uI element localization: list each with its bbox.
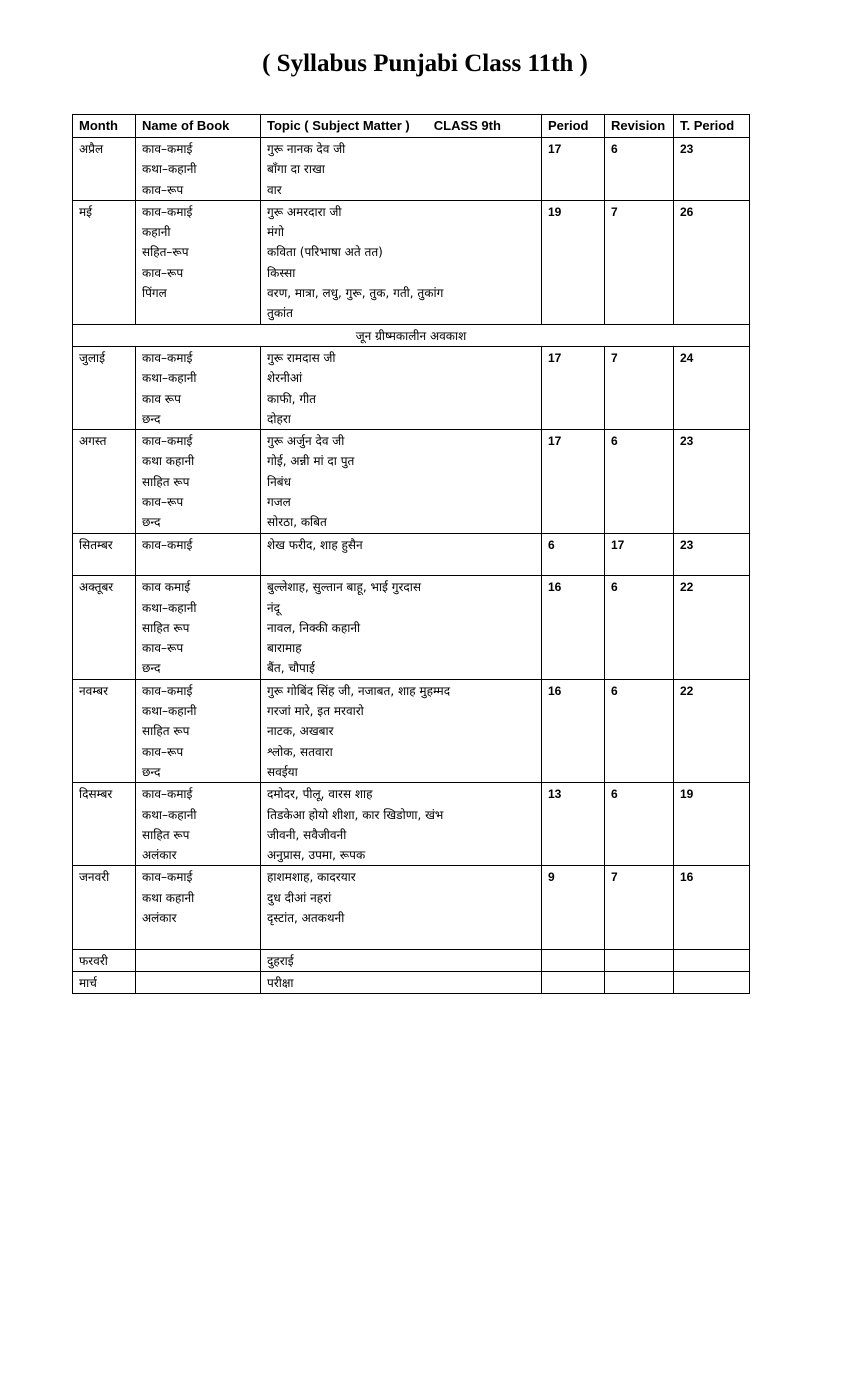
topic-item — [267, 555, 535, 575]
month-cell: सितम्बर — [73, 533, 136, 576]
topic-item: तुकांत — [267, 306, 294, 321]
period-cell — [542, 971, 605, 993]
topic-item: किस्सा — [267, 265, 296, 280]
revision-cell: 6 — [605, 138, 674, 201]
book-name: छन्द — [142, 411, 161, 426]
topic-item: सवईया — [267, 764, 298, 779]
revision-cell: 6 — [605, 783, 674, 866]
month-cell: फरवरी — [73, 949, 136, 971]
topic-item: गरजां मारे, इत मरवारो — [267, 704, 364, 719]
book-name: काव रूप — [142, 391, 181, 406]
header-class-label: CLASS 9th — [433, 118, 501, 133]
topic-item: दमोदर, पीलू, वारस शाह — [267, 787, 373, 802]
total-period-cell: 26 — [674, 200, 750, 324]
book-cell — [136, 200, 261, 324]
topic-cell — [261, 949, 542, 971]
month-cell: मई — [73, 200, 136, 324]
topic-cell — [261, 679, 542, 783]
book-name: अलंकार — [142, 848, 177, 863]
book-cell — [136, 971, 261, 993]
topic-item: निबंध — [267, 474, 292, 489]
total-period-cell: 22 — [674, 679, 750, 783]
month-cell: जुलाई — [73, 346, 136, 429]
revision-cell: 6 — [605, 576, 674, 680]
period-cell: 17 — [542, 346, 605, 429]
topic-item: गुरू अमरदारा जी — [267, 204, 342, 219]
book-name: काव–कमाई — [142, 204, 193, 219]
book-cell — [136, 866, 261, 949]
month-cell: अक्तूबर — [73, 576, 136, 680]
total-period-cell — [674, 949, 750, 971]
topic-item: दुहराई — [267, 953, 294, 968]
topic-item: मंगो — [267, 225, 285, 240]
header-book: Name of Book — [136, 115, 261, 138]
book-name: छन्द — [142, 764, 161, 779]
book-name: काव–रूप — [142, 495, 184, 510]
total-period-cell: 23 — [674, 533, 750, 576]
revision-cell: 6 — [605, 430, 674, 534]
period-cell: 17 — [542, 430, 605, 534]
period-cell: 17 — [542, 138, 605, 201]
month-cell: नवम्बर — [73, 679, 136, 783]
book-cell — [136, 949, 261, 971]
table-row — [73, 200, 750, 324]
topic-item: श्लोक, सतवारा — [267, 744, 333, 759]
table-row — [73, 866, 750, 949]
book-name: सहित–रूप — [142, 245, 189, 260]
book-name: साहित रूप — [142, 724, 190, 739]
topic-item: बारामाह — [267, 641, 302, 656]
topic-cell — [261, 971, 542, 993]
revision-cell — [605, 971, 674, 993]
period-cell — [542, 949, 605, 971]
topic-item: बैंत, चौपाई — [267, 661, 315, 676]
topic-item: शेरनीआं — [267, 371, 303, 386]
month-cell: जनवरी — [73, 866, 136, 949]
book-name: छन्द — [142, 661, 161, 676]
total-period-cell: 22 — [674, 576, 750, 680]
topic-cell — [261, 783, 542, 866]
topic-item: दुध दीआं नहरां — [267, 890, 332, 905]
total-period-cell: 16 — [674, 866, 750, 949]
topic-item: दोहरा — [267, 411, 291, 426]
month-cell: अगस्त — [73, 430, 136, 534]
topic-item: नाटक, अखबार — [267, 724, 334, 739]
table-row — [73, 430, 750, 534]
table-row — [73, 783, 750, 866]
book-name: कथा कहानी — [142, 454, 195, 469]
total-period-cell: 19 — [674, 783, 750, 866]
table-header-row — [73, 115, 750, 138]
topic-cell — [261, 138, 542, 201]
book-name: अलंकार — [142, 911, 177, 926]
book-name: कथा कहानी — [142, 890, 195, 905]
period-cell: 19 — [542, 200, 605, 324]
book-name: काव–कमाई — [142, 537, 193, 552]
topic-item: जीवनी, सवैजीवनी — [267, 827, 347, 842]
book-name: कथा–कहानी — [142, 371, 197, 386]
book-cell — [136, 430, 261, 534]
book-name: काव–रूप — [142, 182, 184, 197]
book-name: कथा–कहानी — [142, 600, 197, 615]
document-title: ( Syllabus Punjabi Class 11th ) — [262, 50, 588, 77]
total-period-cell: 24 — [674, 346, 750, 429]
topic-item: बाँगा दा राखा — [267, 162, 325, 177]
book-name: साहित रूप — [142, 474, 190, 489]
book-name: कथा–कहानी — [142, 704, 197, 719]
book-name: साहित रूप — [142, 827, 190, 842]
header-topic-label: Topic ( Subject Matter ) — [267, 118, 410, 133]
period-cell: 16 — [542, 576, 605, 680]
month-cell: दिसम्बर — [73, 783, 136, 866]
book-cell — [136, 576, 261, 680]
table-row — [73, 346, 750, 429]
month-cell: अप्रैल — [73, 138, 136, 201]
topic-cell — [261, 533, 542, 576]
month-cell: मार्च — [73, 971, 136, 993]
book-cell — [136, 679, 261, 783]
book-name: छन्द — [142, 515, 161, 530]
total-period-cell: 23 — [674, 430, 750, 534]
topic-cell — [261, 430, 542, 534]
book-name — [142, 951, 254, 971]
revision-cell: 6 — [605, 679, 674, 783]
book-cell — [136, 138, 261, 201]
revision-cell: 7 — [605, 866, 674, 949]
topic-item: काफी, गीत — [267, 391, 317, 406]
topic-item: वार — [267, 182, 282, 197]
topic-item — [267, 928, 535, 948]
topic-item: गोई, अन्नी मां दा पुत — [267, 454, 355, 469]
syllabus-table — [72, 114, 750, 994]
book-name: पिंगल — [142, 286, 167, 301]
book-name — [142, 928, 254, 948]
topic-item: गजल — [267, 495, 291, 510]
book-name: काव–कमाई — [142, 350, 193, 365]
header-total-period: T. Period — [674, 115, 750, 138]
topic-item: अनुप्रास, उपमा, रूपक — [267, 848, 366, 863]
book-name: कथा–कहानी — [142, 807, 197, 822]
book-name — [142, 303, 254, 323]
topic-item: गुरू रामदास जी — [267, 350, 336, 365]
topic-item: गुरू गोबिंद सिंह जी, नजाबत, शाह मुहम्मद — [267, 683, 451, 698]
period-cell: 6 — [542, 533, 605, 576]
revision-cell — [605, 949, 674, 971]
topic-item: हाशमशाह, कादरयार — [267, 870, 356, 885]
book-name: काव–रूप — [142, 641, 184, 656]
book-cell — [136, 346, 261, 429]
header-topic — [261, 115, 542, 138]
book-name: साहित रूप — [142, 620, 190, 635]
topic-item: नावल, निक्की कहानी — [267, 620, 361, 635]
book-name — [142, 973, 254, 993]
topic-cell — [261, 866, 542, 949]
book-name: काव–कमाई — [142, 787, 193, 802]
book-name: काव–कमाई — [142, 683, 193, 698]
total-period-cell — [674, 971, 750, 993]
period-cell: 9 — [542, 866, 605, 949]
topic-cell — [261, 200, 542, 324]
table-row — [73, 679, 750, 783]
vacation-row — [73, 324, 750, 346]
book-name: काव–कमाई — [142, 870, 193, 885]
book-name: काव कमाई — [142, 580, 191, 595]
vacation-label: जून ग्रीष्मकालीन अवकाश — [73, 324, 750, 346]
table-row — [73, 138, 750, 201]
table-row — [73, 971, 750, 993]
book-name: काव–कमाई — [142, 142, 193, 156]
book-name — [142, 555, 254, 575]
topic-item: गुरू नानक देव जी — [267, 142, 346, 156]
book-cell — [136, 533, 261, 576]
revision-cell: 17 — [605, 533, 674, 576]
header-revision: Revision — [605, 115, 674, 138]
topic-item: दृस्टांत, अतकथनी — [267, 911, 345, 926]
topic-item: तिडकेआ होयो शीशा, कार खिडोणा, खंभ — [267, 807, 444, 822]
book-cell — [136, 783, 261, 866]
table-row — [73, 949, 750, 971]
topic-item: शेख फरीद, शाह हुसैन — [267, 537, 363, 552]
table-row — [73, 533, 750, 576]
table-body — [73, 138, 750, 994]
topic-item: कविता (परिभाषा अते तत) — [267, 245, 383, 260]
topic-item: नंदू — [267, 600, 281, 615]
book-name: कहानी — [142, 225, 171, 240]
book-name: काव–रूप — [142, 265, 184, 280]
header-period: Period — [542, 115, 605, 138]
header-month: Month — [73, 115, 136, 138]
revision-cell: 7 — [605, 346, 674, 429]
book-name: काव–कमाई — [142, 434, 193, 449]
topic-item: परीक्षा — [267, 975, 294, 990]
book-name: कथा–कहानी — [142, 162, 197, 177]
book-name: काव–रूप — [142, 744, 184, 759]
topic-cell — [261, 576, 542, 680]
period-cell: 16 — [542, 679, 605, 783]
table-row — [73, 576, 750, 680]
topic-item: वरण, मात्रा, लधु, गुरू, तुक, गती, तुकांग — [267, 286, 444, 301]
topic-item: बुल्लेशाह, सुल्तान बाहू, भाई गुरदास — [267, 580, 422, 595]
topic-item: सोरठा, कबित — [267, 515, 327, 530]
period-cell: 13 — [542, 783, 605, 866]
topic-cell — [261, 346, 542, 429]
topic-item: गुरू अर्जुन देव जी — [267, 434, 345, 449]
revision-cell: 7 — [605, 200, 674, 324]
total-period-cell: 23 — [674, 138, 750, 201]
